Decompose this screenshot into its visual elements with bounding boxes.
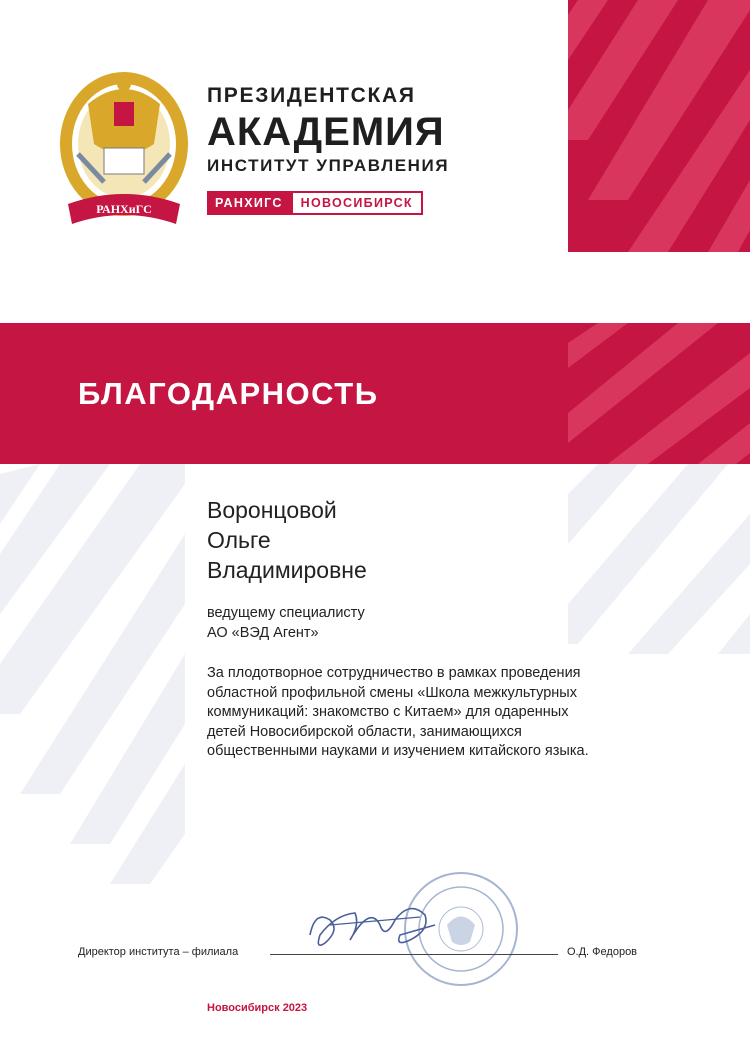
institution-tags <box>207 191 423 215</box>
gratitude-line-5: общественными науками и изучением китайского языка. <box>207 743 589 759</box>
gratitude-text <box>207 664 707 762</box>
recipient-patronymic: Владимировне <box>207 557 367 583</box>
organization-name: АО «ВЭД Агент» <box>207 625 319 641</box>
director-role: Директор института – филиала <box>78 946 239 958</box>
gratitude-line-4: детей Новосибирской области, занимающихся <box>207 723 522 740</box>
tag-ranepa: РАНХИГС <box>207 191 291 215</box>
gratitude-line-2: областной профильной смены «Школа межкультурных <box>207 684 577 701</box>
svg-text:РАНХиГС: РАНХиГС <box>96 202 152 216</box>
institution-title <box>207 84 449 177</box>
director-name: О.Д. Федоров <box>567 946 638 958</box>
decor-pattern-left <box>0 464 185 884</box>
recipient-position <box>207 603 365 643</box>
recipient-surname: Воронцовой <box>207 497 337 523</box>
signature-line <box>270 954 558 955</box>
place-and-year: Новосибирск 2023 <box>207 1002 308 1014</box>
institution-line-3: ИНСТИТУТ УПРАВЛЕНИЯ <box>207 156 450 175</box>
decor-pattern-right <box>568 464 750 654</box>
gratitude-line-3: коммуникаций: знакомство с Китаем» для одаренных <box>207 704 569 720</box>
recipient-name <box>207 495 367 585</box>
tag-novosibirsk: НОВОСИБИРСК <box>291 191 423 215</box>
recipient-first-name: Ольге <box>207 527 271 553</box>
decor-pattern-band <box>568 323 750 464</box>
institution-line-1: ПРЕЗИДЕНТСКАЯ <box>207 84 416 107</box>
institution-line-2: АКАДЕМИЯ <box>207 110 445 154</box>
gratitude-line-1: За плодотворное сотрудничество в рамках проведения <box>207 665 581 681</box>
position-title: ведущему специалисту <box>207 605 365 621</box>
decor-pattern-top <box>568 0 750 252</box>
ranepa-emblem-logo <box>58 64 190 236</box>
document-title: БЛАГОДАРНОСТЬ <box>78 376 379 411</box>
